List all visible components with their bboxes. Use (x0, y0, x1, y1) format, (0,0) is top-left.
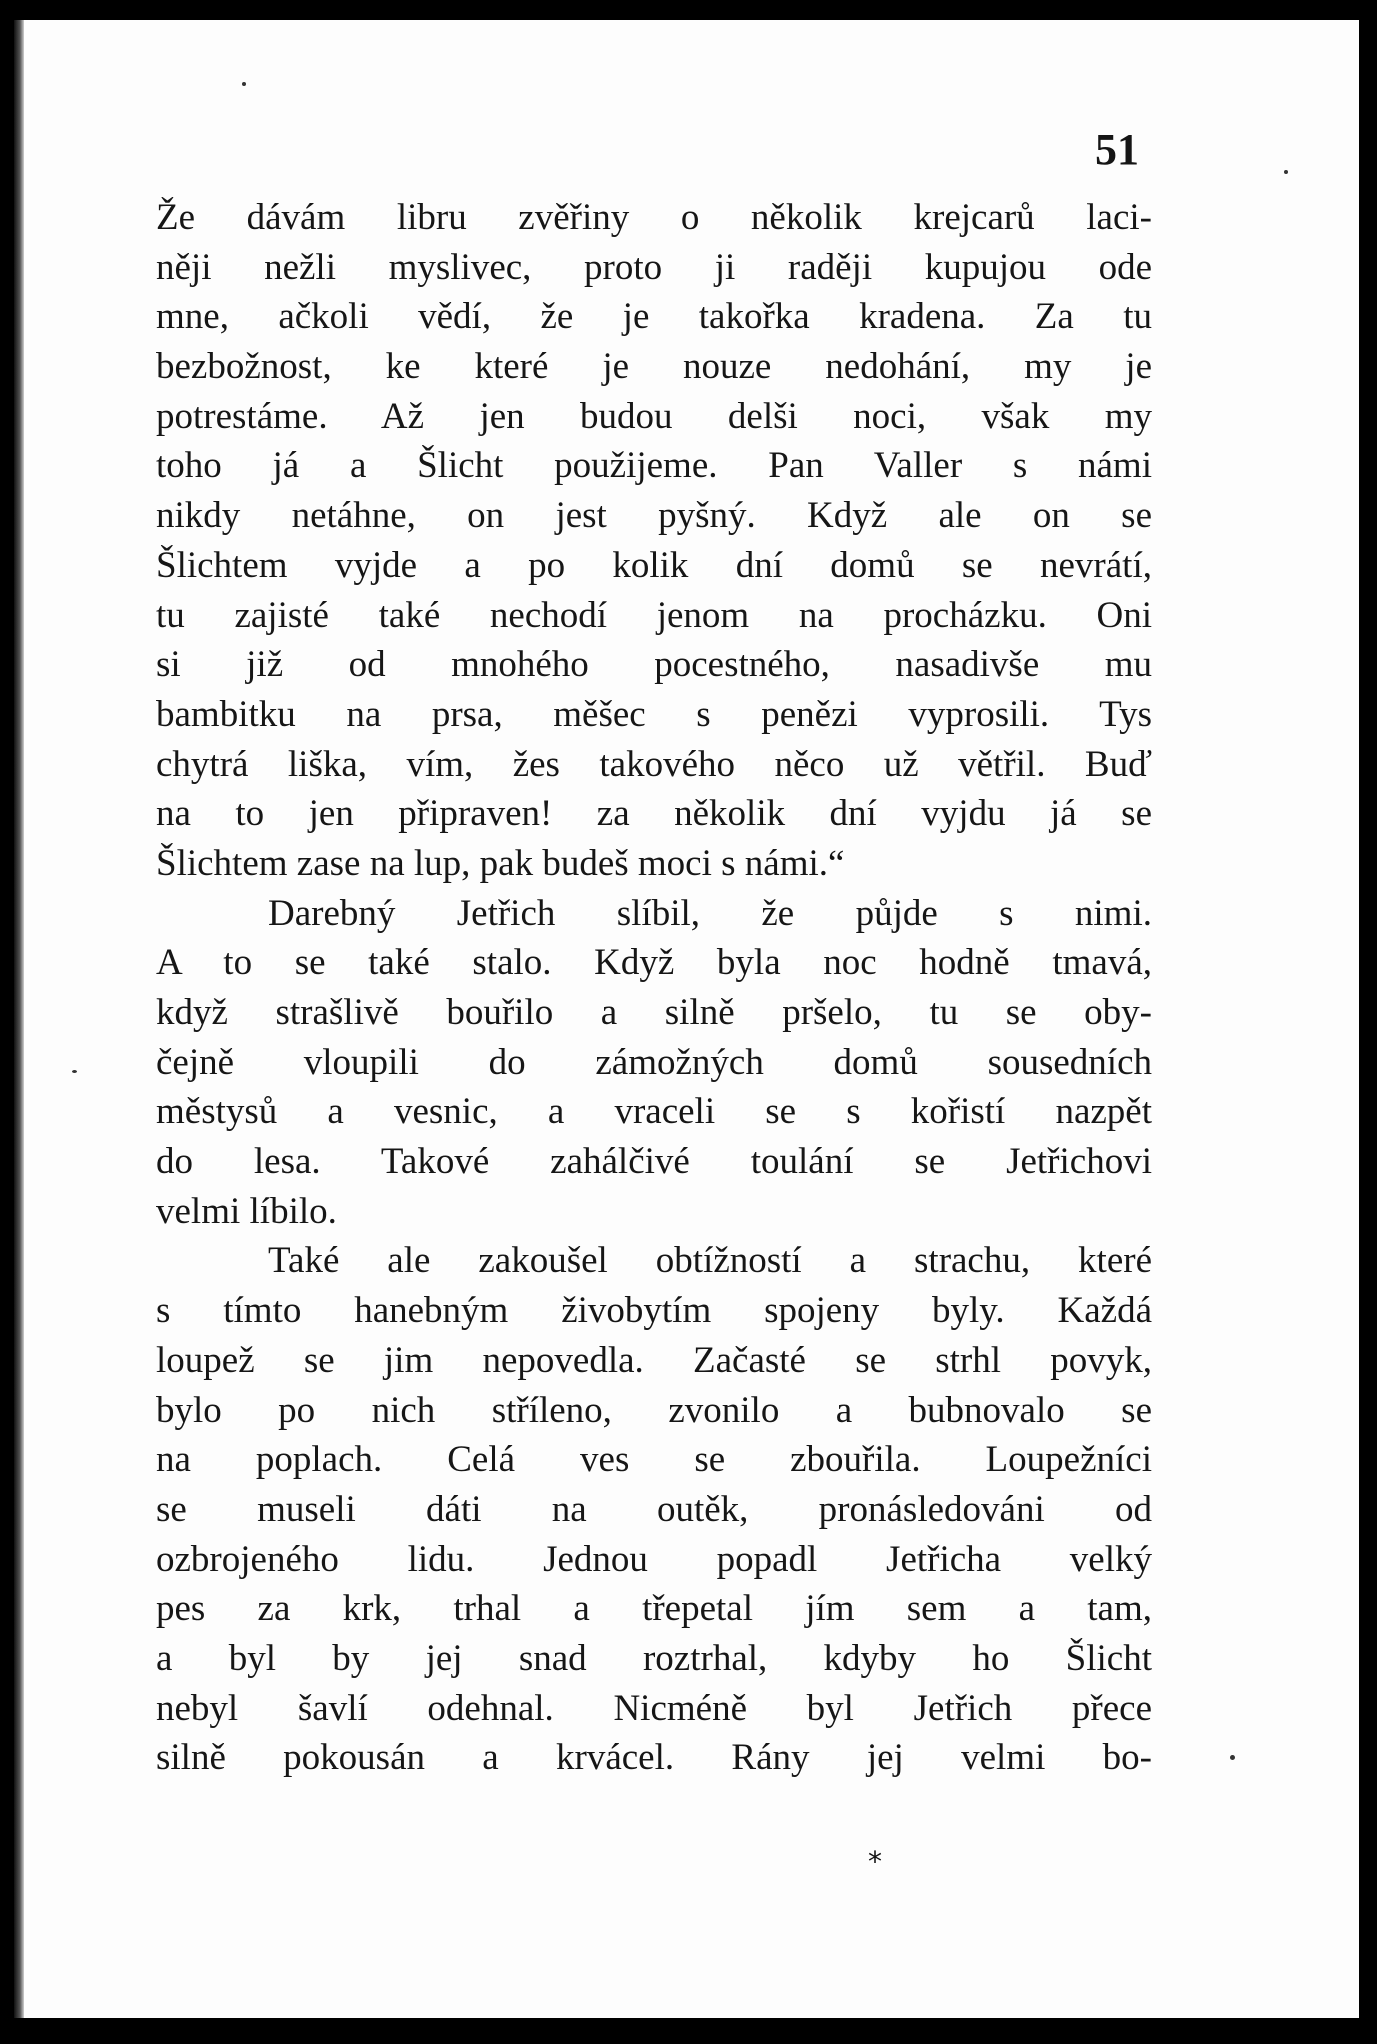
text-line: potrestáme. Až jen budou delši noci, však my (156, 395, 1152, 437)
text-line: na to jen připraven! za několik dní vyjdu já se (156, 793, 1152, 835)
text-line: pes za krk, trhal a třepetal jím sem a tam, (156, 1588, 1152, 1630)
text-line: a byl by jej snad roztrhal, kdyby ho Šlicht (156, 1637, 1152, 1679)
text-line: chytrá liška, vím, žes takového něco už větřil. Buď (156, 743, 1152, 785)
body-text (156, 193, 1152, 1783)
text-line: když strašlivě bouřilo a silně pršelo, tu se oby- (156, 992, 1152, 1033)
text-line: čejně vloupili do zámožných domů sousedních (156, 1041, 1152, 1083)
text-line: toho já a Šlicht použijeme. Pan Valler s námi (156, 445, 1152, 487)
text-line: Že dávám libru zvěřiny o několik krejcarů laci- (156, 197, 1152, 238)
text-line: Šlichtem zase na lup, pak budeš moci s námi.“ (156, 842, 845, 884)
text-line: nebyl šavlí odehnal. Nicméně byl Jetřich přece (156, 1687, 1152, 1729)
page-number: 51 (1095, 125, 1139, 174)
text-line: loupež se jim nepovedla. Začasté se strhl povyk, (156, 1339, 1152, 1381)
text-line: Také ale zakoušel obtížností a strachu, které (268, 1240, 1152, 1282)
print-speck (1284, 170, 1288, 174)
text-line: tu zajisté také nechodí jenom na procházku. Oni (156, 594, 1152, 636)
book-page (14, 20, 1359, 2018)
print-speck (72, 1070, 77, 1073)
text-line: Darebný Jetřich slíbil, že půjde s nimi. (268, 892, 1152, 934)
signature-mark: * (868, 1845, 882, 1878)
page-spine-shadow (14, 20, 24, 2018)
text-line: silně pokousán a krvácel. Rány jej velmi bo- (156, 1737, 1152, 1779)
text-line: bezbožnost, ke které je nouze nedohání, my je (156, 346, 1152, 388)
text-line: s tímto hanebným živobytím spojeny byly. Každá (156, 1290, 1152, 1332)
print-speck (1230, 1755, 1235, 1760)
text-line: mne, ačkoli vědí, že je takořka kradena. Za tu (156, 296, 1152, 338)
text-line: na poplach. Celá ves se zbouřila. Loupežníci (156, 1439, 1152, 1481)
text-line: A to se také stalo. Když byla noc hodně tmavá, (156, 942, 1152, 984)
text-line: ozbrojeného lidu. Jednou popadl Jetřicha velký (156, 1538, 1152, 1580)
text-line: Šlichtem vyjde a po kolik dní domů se nevrátí, (156, 544, 1152, 586)
text-line: si již od mnohého pocestného, nasadivše mu (156, 644, 1152, 686)
text-line: do lesa. Takové zahálčivé toulání se Jetřichovi (156, 1141, 1152, 1183)
text-line: se museli dáti na outěk, pronásledováni od (156, 1488, 1152, 1530)
text-line: bylo po nich stříleno, zvonilo a bubnovalo se (156, 1389, 1152, 1431)
text-line: velmi líbilo. (156, 1190, 337, 1232)
text-line: bambitku na prsa, měšec s penězi vyprosili. Tys (156, 693, 1152, 735)
text-line: něji nežli myslivec, proto ji raději kupujou ode (156, 246, 1152, 288)
text-line: nikdy netáhne, on jest pyšný. Když ale on se (156, 495, 1152, 537)
print-speck (242, 82, 246, 86)
text-line: městysů a vesnic, a vraceli se s kořistí nazpět (156, 1091, 1152, 1133)
